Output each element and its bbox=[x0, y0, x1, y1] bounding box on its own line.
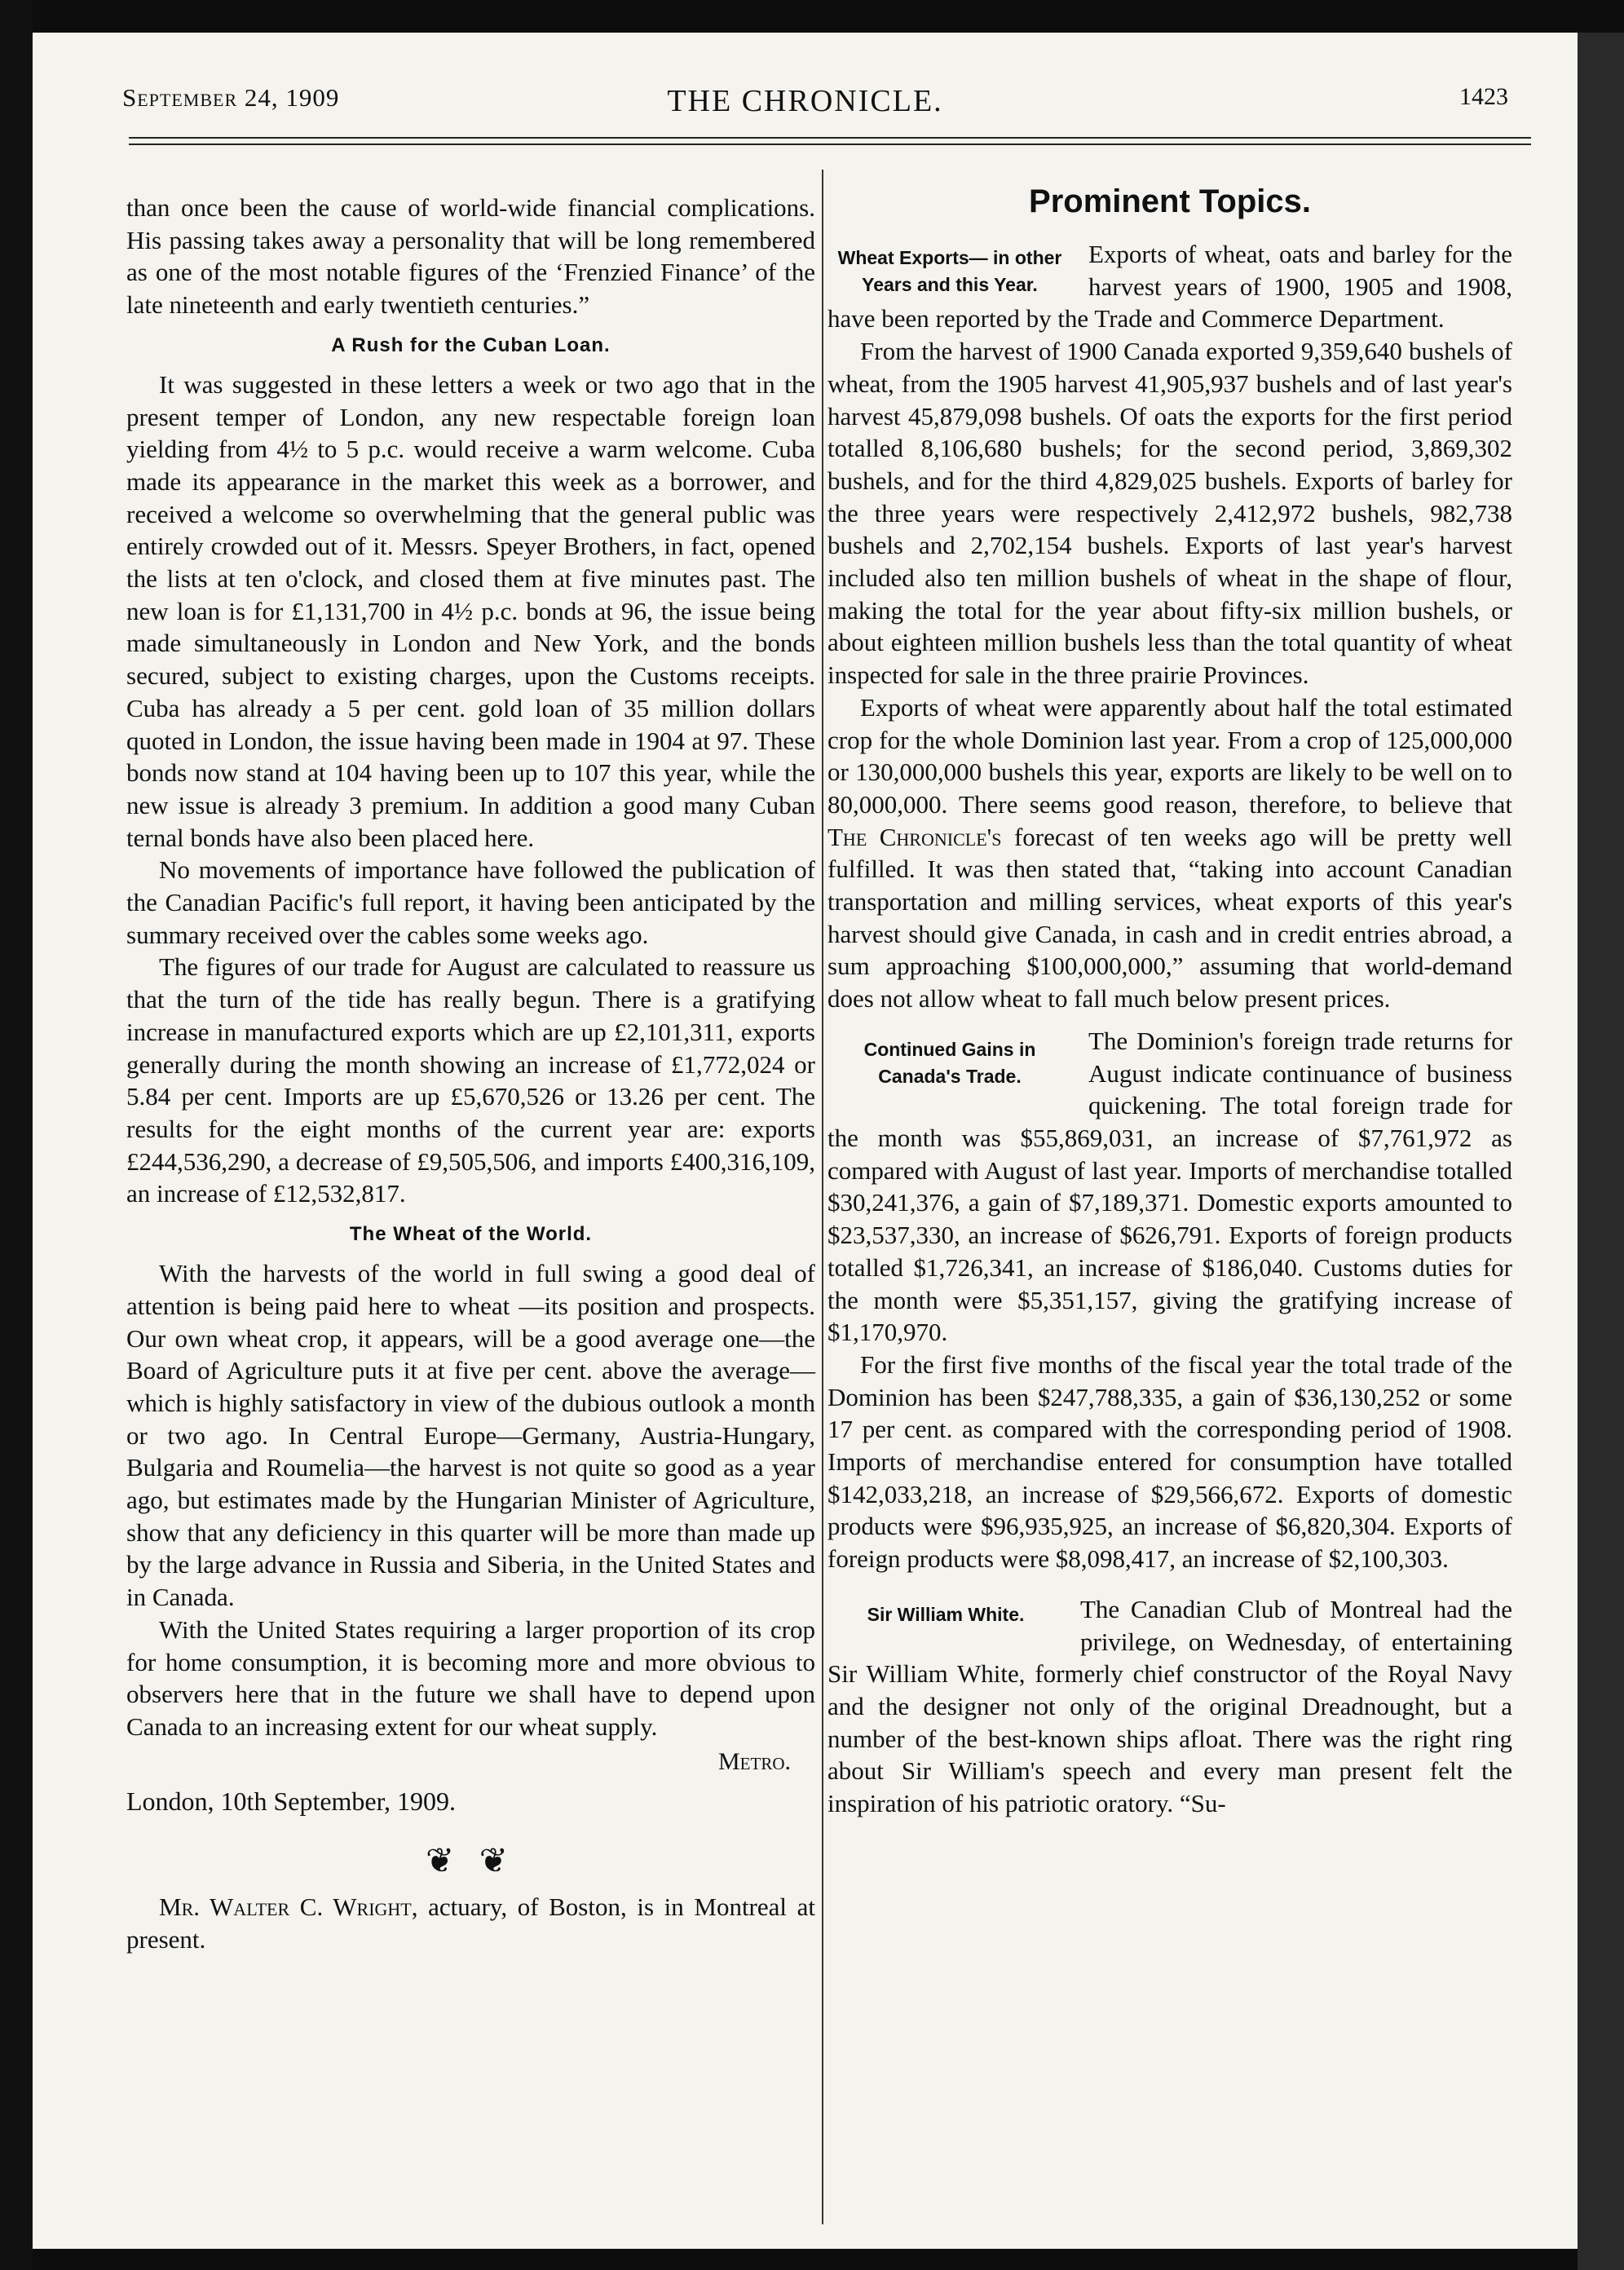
header-rule bbox=[129, 144, 1531, 145]
cuban-loan-paragraph: The figures of our trade for August are calculated to reassure us that the turn of the tide has really begun. There is a gratifying increase in manufactured exports which are up £2,101,311, exports generally during the month showing an increase of £1,772,024 or 5.84 per cent. Imports are up £5,670,526 or 13.26 per cent. The results for the eight months of the current year are: exports £244,536,290, a decrease of £9,505,506, and imports £400,316,109, an increase of £12,532,817. bbox=[126, 952, 815, 1208]
header-title: THE CHRONICLE. bbox=[667, 84, 943, 118]
wheat-exports-paragraph: Exports of wheat, oats and barley for the harvest years of 1900, 1905 and 1908, have been reported by the Trade and Commerce Department. bbox=[827, 240, 1512, 333]
wheat-paragraph: With the United States requiring a larger proportion of its crop for home consumption, it is becoming more and more obvious to observers here that in the future we shall have to depend upon Canada to an increasing extent for our wheat supply. bbox=[126, 1614, 815, 1741]
trade-paragraph: The Dominion's foreign trade returns for August indicate continuance of business quickening. The total foreign trade for the month was $55,869,031, an increase of $7,761,972 as compared with August of last year. Imports of merchandise totalled $30,241,376, a gain of $7,189,371. Domestic exports amounted to $23,537,330, an increase of $626,791. Exports of foreign products totalled $1,726,341, an increase of $186,040. Customs duties for the month were $5,351,157, giving the gratifying increase of $1,170,970. bbox=[827, 1026, 1512, 1347]
header-page-number: 1423 bbox=[1459, 83, 1508, 110]
trade-sidehead: Continued Gains in Canada's Trade. bbox=[863, 1038, 1036, 1087]
wheat-exports-sidehead: Wheat Exports— in other Years and this Year. bbox=[837, 247, 1062, 295]
cuban-loan-paragraph: No movements of importance have followed the publication of the Canadian Pacific's full report, it having been anticipated by the summary received over the cables some weeks ago. bbox=[126, 855, 815, 949]
dateline: London, 10th September, 1909. bbox=[126, 1786, 456, 1816]
wheat-paragraph: With the harvests of the world in full swing a good deal of attention is being paid here to wheat —its position and prospects. Our own wheat crop, it appears, will be a good average one—the Board of Agriculture puts it at five per cent. above the average—which is highly satisfactory in view of the dubious outlook a month or two ago. In Central Europe—Germany, Austria-Hungary, Bulgaria and Roumelia—the harvest is not quite so good as a year ago, but estimates made by the Hungarian Minister of Agriculture, show that any deficiency in this quarter will be more than made up by the large advance in Russia and Siberia, in the United States and in Canada. bbox=[126, 1259, 815, 1612]
white-paragraph: The Canadian Club of Montreal had the privilege, on Wednesday, of entertaining Sir William White, formerly chief constructor of the Royal Navy and the designer not only of the original Dreadnought, but a number of the best-known ships afloat. There was the right ring about Sir William's speech and every man present felt the inspiration of his patriotic oratory. “Su- bbox=[827, 1594, 1512, 1818]
cuban-loan-heading: A Rush for the Cuban Loan. bbox=[331, 333, 611, 356]
personal-notice bbox=[126, 1891, 815, 1955]
wheat-exports-paragraph bbox=[827, 691, 1512, 1015]
wheat-exports-text: forecast of ten weeks ago will be pretty well fulfilled. It was then stated that, “taking into account Canadian transportation and milling services, wheat exports of this year's harvest should give Canada, in cash and in credit entries abroad, a sum approaching $100,000,000,” assuming that world-demand does not allow wheat to fall much below present prices. bbox=[827, 822, 1512, 1014]
section-title: Prominent Topics. bbox=[1029, 183, 1311, 219]
wheat-exports-text: Exports of wheat were apparently about half the total estimated crop for the whole Dominion last year. From a crop of 125,000,000 or 130,000,000 bushels this year, exports are likely to be well on to 80,000,000. There seems good reason, therefore, to believe that bbox=[827, 692, 1512, 819]
author-signature: Metro. bbox=[717, 1747, 791, 1775]
column-divider bbox=[822, 170, 823, 2224]
scan-border-left bbox=[0, 0, 33, 2270]
chronicle-name: The Chronicle's bbox=[827, 822, 1002, 851]
cuban-loan-paragraph: It was suggested in these letters a week or two ago that in the present temper of London, any new respectable foreign loan yielding from 4½ to 5 p.c. would receive a warm welcome. Cuba made its appearance in the market this week as a borrower, and received a welcome so overwhelming that the general public was entirely crowded out of it. Messrs. Speyer Brothers, in fact, opened the lists at ten o'clock, and closed them at five minutes past. The new loan is for £1,131,700 in 4½ p.c. bonds at 96, the issue being made simultaneously in London and New York, and the bonds secured, subject to existing charges, upon the Customs receipts. Cuba has already a 5 per cent. gold loan of 35 million dollars quoted in London, the issue having been made in 1904 at 97. These bonds now stand at 104 having been up to 107 this year, while the new issue is already 3 premium. In addition a good many Cuban ternal bonds have also been placed here. bbox=[126, 369, 815, 852]
header-date: September 24, 1909 bbox=[122, 83, 340, 112]
trade-paragraph: For the first five months of the fiscal year the total trade of the Dominion has been $247,788,335, a gain of $36,130,252 or some 17 per cent. as compared with the corresponding period of 1908. Imports of merchandise entered for consumption have totalled $142,033,218, an increase of $29,566,672. Exports of domestic products were $96,935,925, an increase of $6,820,304. Exports of foreign products were $8,098,417, an increase of $2,100,303. bbox=[827, 1349, 1512, 1574]
right-column bbox=[827, 183, 1512, 1820]
notice-text: actuary, of Boston, is in Montreal at present. bbox=[126, 1892, 816, 1954]
wheat-exports-paragraph: From the harvest of 1900 Canada exported 9,359,640 bushels of wheat, from the 1905 harvest 41,905,937 bushels and of last year's harvest 45,879,098 bushels. Of oats the exports for the first period totalled 8,106,680 bushels; for the second period, 3,869,302 bushels, and for the third 4,829,025 bushels. Exports of barley for the three years were respectively 2,412,972 bushels, 982,738 bushels and 2,702,154 bushels. Exports of last year's harvest included also ten million bushels of wheat in the shape of flour, making the total for the year about fifty-six million bushels, or about eighteen million bushels less than the total quantity of wheat inspected for sale in the three prairie Provinces. bbox=[827, 337, 1512, 690]
scan-border-right bbox=[1578, 33, 1624, 2270]
white-sidehead: Sir William White. bbox=[867, 1603, 1025, 1625]
left-column bbox=[126, 192, 815, 1956]
article-continuation: than once been the cause of world-wide financial complications. His passing takes away a personality that will be long remembered as one of the most notable figures of the ‘Frenzied Finance’ of the late nineteenth and early twentieth centuries.” bbox=[126, 193, 815, 320]
wheat-heading: The Wheat of the World. bbox=[349, 1223, 593, 1246]
ornament-dingbats: ❦ ❦ bbox=[426, 1843, 516, 1881]
notice-name: Mr. Walter C. Wright, bbox=[159, 1892, 418, 1922]
header-rule bbox=[129, 137, 1531, 139]
newspaper-page bbox=[33, 33, 1578, 2249]
